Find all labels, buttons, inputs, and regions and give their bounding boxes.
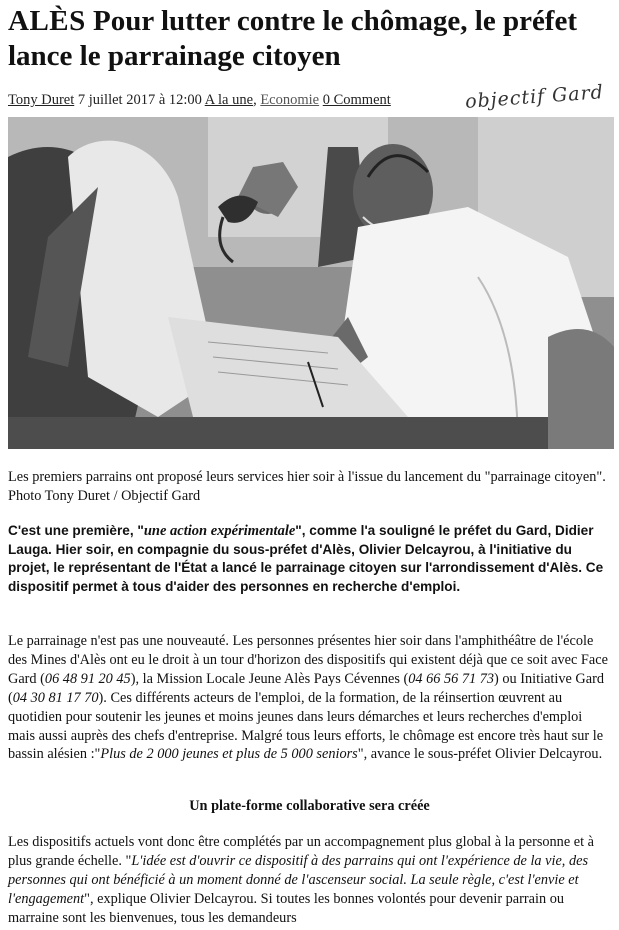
p1-text-1: Le parrainage n'est pas une nouveauté. Les personnes présentes hier soir dans l'amphithéâtre de l'école des Mines d'Alès ont eu le droit à un tour d'horizon des dispositifs qui existent déjà que ce soit avec Face Gard (: [8, 633, 608, 687]
lead-quote: une action expérimentale: [143, 523, 296, 539]
byline-separator: ,: [253, 92, 257, 108]
photo-signing-scene-icon: [8, 117, 614, 449]
paragraph-2: [8, 833, 610, 928]
comments-link[interactable]: 0 Comment: [322, 92, 391, 108]
paragraph-1: [8, 632, 610, 764]
headline-text: Pour lutter contre le chômage, le préfet lance le parrainage citoyen: [8, 5, 577, 72]
photo-caption: Les premiers parrains ont proposé leurs services hier soir à l'issue du lancement du "parrainage citoyen". Photo Tony Duret / Objectif Gard: [8, 469, 606, 504]
p1-text-2: ), la Mission Locale Jeune Alès Pays Cévennes (: [130, 670, 409, 687]
p1-quote: Plus de 2 000 jeunes et plus de 5 000 seniors: [100, 746, 358, 763]
p1-text-3: ) ou Initiative Gard (: [8, 670, 605, 706]
article-photo: [8, 117, 614, 449]
category-link-economie[interactable]: Economie: [260, 92, 320, 108]
p2-text-1: Les dispositifs actuels vont donc être complétés par un accompagnement plus global à la personne et à plus grande échelle. ": [8, 834, 594, 869]
lead-text-1: C'est une première, ": [8, 523, 144, 538]
p1-text-4: ). Ces différents acteurs de l'emploi, de la formation, de la réinsertion œuvrent au quotidien pour soutenir les jeunes et moins jeunes dans leurs démarches et leurs recherches d'emploi mais aussi auprès des chefs d'entreprise. Malgré tous leurs efforts, le chômage est encore très haut sur le bassin alésien :": [8, 689, 604, 763]
headline-place: ALÈS: [8, 5, 86, 37]
category-link-a-la-une[interactable]: A la une: [204, 92, 254, 108]
lead-text-2: ", comme l'a souligné le préfet du Gard, Didier Lauga. Hier soir, en compagnie du sous-préfet d'Alès, Olivier Delcayrou, à l'initiative du projet, le représentant de l'État a lancé le parrainage citoyen sur l'arrondissement d'Alès. Ce dispositif permet à tous d'aider des personnes en recherche d'emploi.: [8, 523, 604, 594]
p2-text-2: ", explique Olivier Delcayrou. Si toutes les bonnes volontés pour devenir parrain ou marraine sont les bienvenues, tous les demandeurs: [8, 890, 565, 926]
handwritten-source-note: objectif Gard: [464, 81, 605, 113]
publish-date: 7 juillet 2017 à 12:00: [77, 92, 202, 108]
author-link[interactable]: Tony Duret: [8, 92, 75, 108]
byline: [8, 92, 448, 109]
headline: [8, 4, 608, 74]
p2-quote: L'idée est d'ouvrir ce dispositif à des parrains qui ont l'expérience de la vie, des personnes qui ont bénéficié à un moment donné de l'ascenseur social. La seule règle, c'est l'envie et l'engagement: [8, 852, 589, 907]
section-subheading: Un plate-forme collaborative sera créée: [189, 798, 430, 814]
phone-mission-locale: 04 66 56 71 73: [408, 670, 495, 687]
lead-paragraph: [8, 522, 610, 596]
phone-initiative-gard: 04 30 81 17 70: [12, 689, 99, 706]
p1-text-5: ", avance le sous-préfet Olivier Delcayrou.: [357, 746, 603, 763]
phone-face-gard: 06 48 91 20 45: [44, 670, 131, 687]
